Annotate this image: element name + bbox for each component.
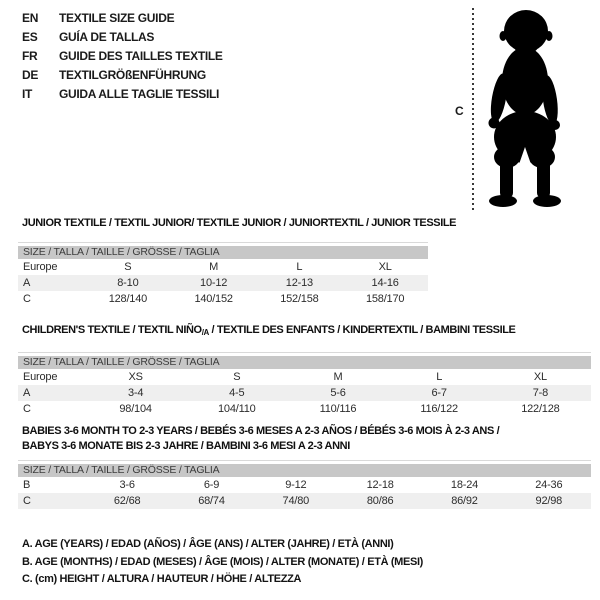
- table-title-text: JUNIOR TEXTILE / TEXTIL JUNIOR/ TEXTILE JUNIOR / JUNIORTEXTIL / JUNIOR TESSILE: [22, 217, 457, 229]
- size-cell: 8-10: [117, 276, 139, 289]
- size-cell: S: [233, 370, 241, 383]
- size-cell: 98/104: [119, 402, 152, 415]
- note-line: A. AGE (YEARS) / EDAD (AÑOS) / ÂGE (ANS) / ALTER (JAHRE) / ETÀ (ANNI): [22, 538, 394, 550]
- size-cell: 14-16: [371, 276, 399, 289]
- size-cell: 7-8: [532, 386, 549, 399]
- table-row: [18, 385, 591, 401]
- size-cell: 110/116: [319, 402, 357, 415]
- size-cell: 9-12: [285, 479, 307, 491]
- language-list: [22, 8, 223, 104]
- table-top-rule: [18, 242, 428, 243]
- row-label: C: [23, 292, 31, 305]
- language-title: GUIDA ALLE TAGLIE TESSILI: [59, 87, 220, 102]
- size-table-block: [18, 424, 591, 509]
- size-cell: 10-12: [200, 276, 228, 289]
- size-cell: XL: [533, 370, 547, 383]
- language-row: [22, 8, 223, 27]
- size-cell: 116/122: [420, 402, 458, 415]
- language-code: EN: [22, 10, 39, 25]
- table-row: [18, 369, 591, 385]
- table-row: [18, 291, 428, 307]
- size-cell: S: [124, 260, 132, 273]
- size-cell: M: [333, 370, 343, 383]
- language-code: DE: [22, 68, 39, 83]
- size-header-bar: SIZE / TALLA / TAILLE / GRÖSSE / TAGLIA: [18, 464, 591, 477]
- table-row: [18, 259, 428, 275]
- size-cell: XL: [378, 260, 392, 273]
- size-cell: L: [296, 260, 303, 273]
- size-cell: 6-7: [431, 386, 447, 399]
- size-cell: 24-36: [535, 479, 563, 491]
- size-cell: 152/158: [280, 292, 319, 305]
- row-label: C: [23, 495, 31, 507]
- size-cell: 5-6: [330, 386, 346, 399]
- row-label: Europe: [23, 260, 58, 273]
- size-table: [18, 477, 591, 509]
- size-cell: L: [436, 370, 443, 383]
- row-label: C: [23, 402, 31, 415]
- row-label: Europe: [23, 370, 58, 383]
- size-cell: 6-9: [203, 479, 220, 491]
- size-cell: M: [209, 260, 219, 273]
- size-header-bar: SIZE / TALLA / TAILLE / GRÖSSE / TAGLIA: [18, 246, 428, 259]
- table-row: [18, 401, 591, 417]
- row-label: A: [23, 386, 31, 399]
- size-table: [18, 369, 591, 417]
- table-row: [18, 493, 591, 509]
- size-cell: 122/128: [521, 402, 560, 415]
- size-cell: 92/98: [535, 495, 563, 507]
- table-title-text: /A: [201, 328, 209, 337]
- table-title-line: [22, 323, 591, 341]
- language-title: GUIDE DES TAILLES TEXTILE: [59, 48, 223, 63]
- size-cell: 18-24: [450, 479, 479, 491]
- size-cell: XS: [128, 370, 143, 383]
- size-table: [18, 259, 428, 307]
- row-label: A: [23, 276, 31, 289]
- height-dashed-line: [472, 8, 474, 210]
- table-top-rule: [18, 460, 591, 461]
- table-title: [22, 424, 591, 453]
- language-code: ES: [22, 29, 38, 44]
- size-cell: 80/86: [366, 495, 394, 507]
- table-title-text: BABIES 3-6 MONTH TO 2-3 YEARS / BEBÉS 3-6 MESES A 2-3 AÑOS / BÉBÉS 3-6 MOIS À 2-3 ANS /: [22, 425, 500, 437]
- size-table-block: [18, 323, 591, 417]
- size-cell: 140/152: [194, 292, 233, 305]
- size-cell: 4-5: [229, 386, 245, 399]
- language-row: [22, 46, 223, 65]
- table-title: [22, 323, 591, 341]
- size-cell: 3-6: [119, 479, 135, 491]
- size-cell: 104/110: [218, 402, 256, 415]
- size-cell: 62/68: [113, 495, 141, 507]
- table-title-line: [22, 216, 457, 231]
- size-cell: 12-13: [285, 276, 313, 289]
- note-line: B. AGE (MONTHS) / EDAD (MESES) / ÂGE (MOIS) / ALTER (MONATE) / ETÀ (MESI): [22, 555, 423, 568]
- size-table-block: [18, 216, 457, 307]
- language-row: [22, 27, 223, 46]
- language-code: FR: [22, 48, 38, 63]
- size-cell: 68/74: [198, 495, 225, 507]
- size-cell: 3-4: [127, 386, 144, 399]
- table-top-rule: [18, 352, 591, 353]
- note-line: C. (cm) HEIGHT / ALTURA / HAUTEUR / HÖHE / ALTEZZA: [22, 573, 302, 585]
- language-row: [22, 66, 223, 85]
- baby-silhouette-icon: [482, 6, 570, 208]
- table-title: [22, 216, 457, 231]
- table-title-text: BABYS 3-6 MONATE BIS 2-3 JAHRE / BAMBINI 3-6 MESI A 2-3 ANNI: [22, 439, 350, 452]
- table-row: [18, 275, 428, 291]
- table-row: [18, 477, 591, 493]
- size-cell: 86/92: [451, 495, 478, 507]
- size-header-bar: SIZE / TALLA / TAILLE / GRÖSSE / TAGLIA: [18, 356, 591, 369]
- language-title: TEXTILGRÖßENFÜHRUNG: [59, 68, 206, 83]
- size-cell: 158/170: [365, 292, 405, 305]
- table-title-line: [22, 439, 591, 454]
- language-code: IT: [22, 87, 33, 102]
- language-title: TEXTILE SIZE GUIDE: [59, 10, 175, 25]
- notes-list: [22, 536, 423, 589]
- height-label: C: [455, 104, 464, 118]
- language-row: [22, 85, 223, 104]
- size-cell: 12-18: [366, 479, 394, 491]
- table-title-line: [22, 424, 591, 439]
- size-cell: 128/140: [108, 292, 148, 305]
- row-label: B: [23, 479, 31, 491]
- table-title-text: CHILDREN'S TEXTILE / TEXTIL NIÑO: [22, 324, 202, 336]
- language-title: GUÍA DE TALLAS: [59, 29, 155, 44]
- size-cell: 74/80: [282, 495, 310, 507]
- table-title-text: / TEXTILE DES ENFANTS / KINDERTEXTIL / BAMBINI TESSILE: [208, 324, 516, 336]
